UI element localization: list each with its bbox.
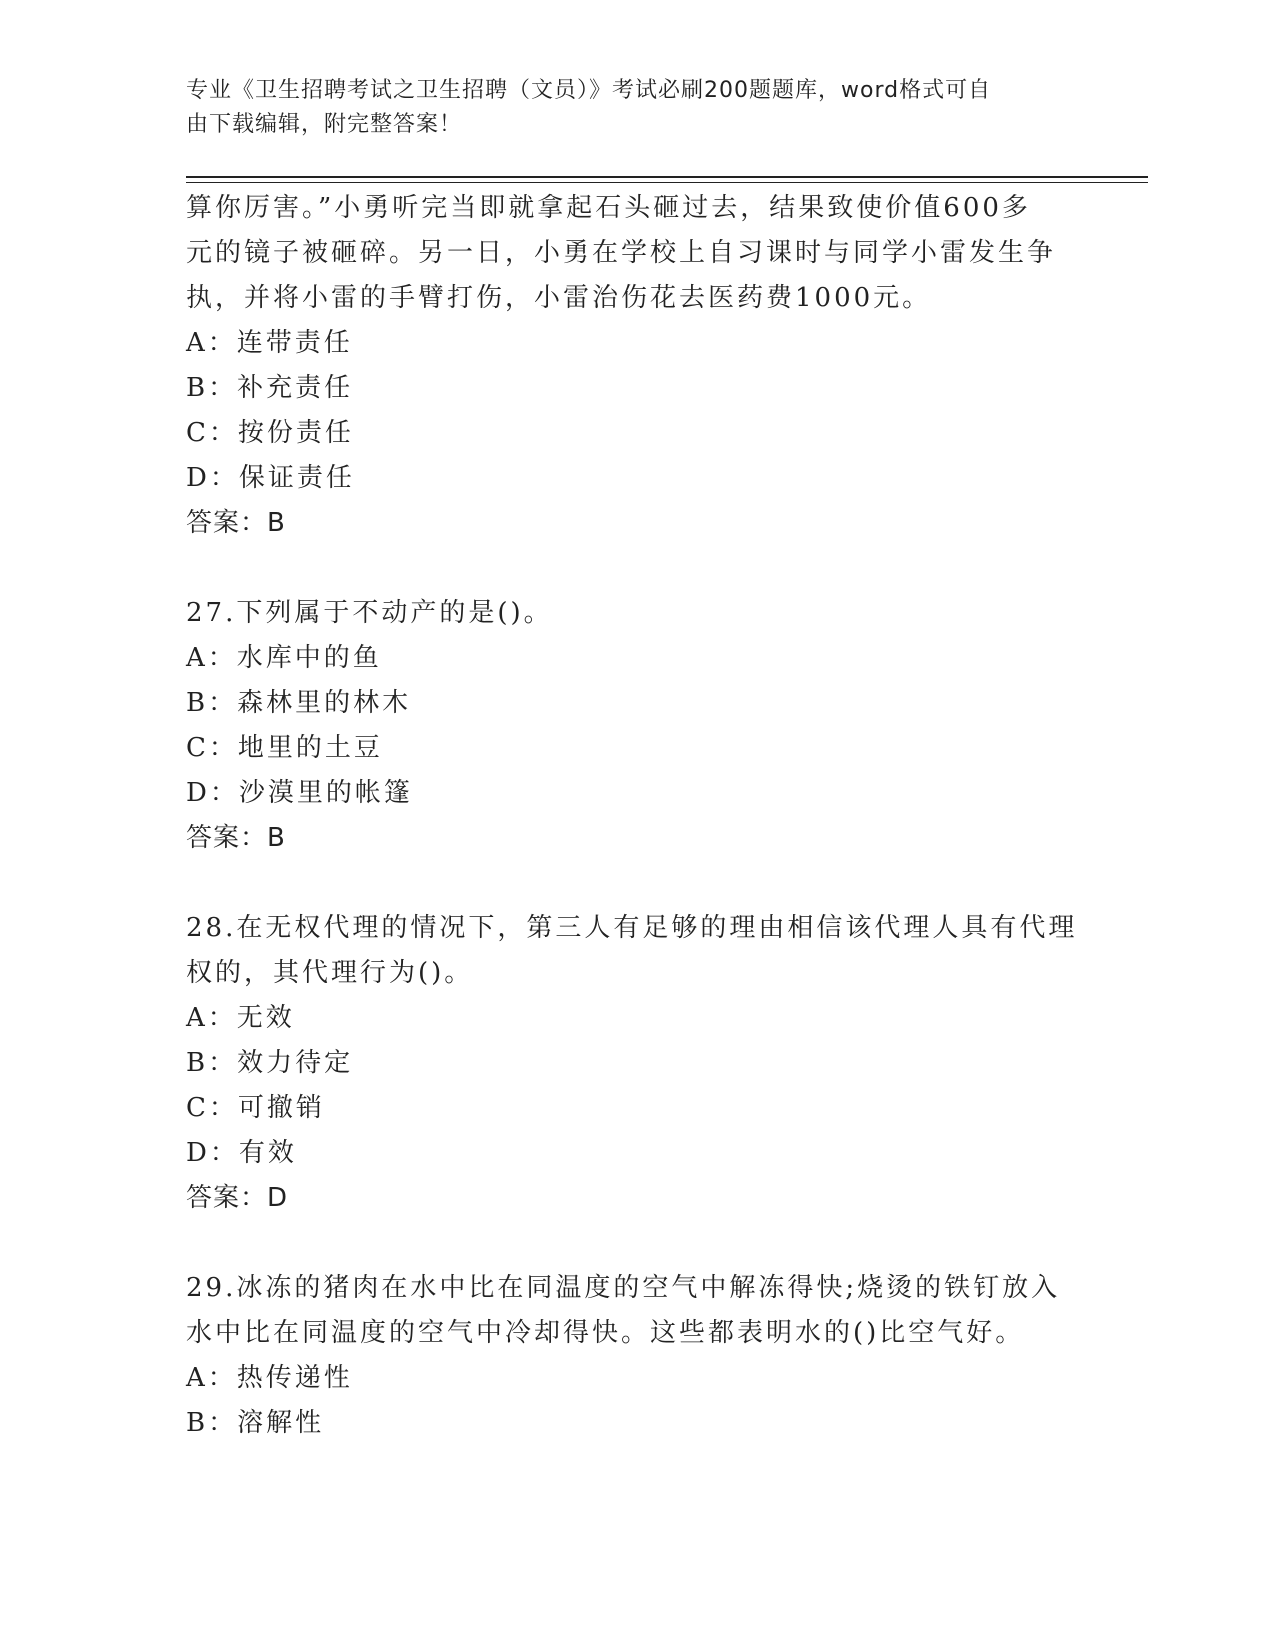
option-b: B：溶解性	[186, 1408, 325, 1438]
option-b: B：效力待定	[186, 1048, 354, 1078]
question-29	[186, 1266, 1086, 1446]
question-continuation	[186, 186, 1086, 546]
question-text-line: 27.下列属于不动产的是()。	[186, 598, 553, 628]
question-text-line: 权的，其代理行为()。	[186, 958, 474, 988]
option-b: B：补充责任	[186, 373, 354, 403]
spacer	[186, 1221, 1086, 1266]
spacer	[186, 546, 1086, 591]
option-d: D：保证责任	[186, 463, 355, 493]
option-d: D：有效	[186, 1138, 297, 1168]
option-d: D：沙漠里的帐篷	[186, 778, 413, 808]
answer-line: 答案：B	[186, 823, 286, 853]
document-body	[186, 186, 1086, 1446]
answer-line: 答案：D	[186, 1183, 289, 1213]
option-c: C：地里的土豆	[186, 733, 383, 763]
option-b: B：森林里的林木	[186, 688, 412, 718]
header-divider-thin	[186, 182, 1148, 183]
question-text-line: 29.冰冻的猪肉在水中比在同温度的空气中解冻得快;烧烫的铁钉放入	[186, 1273, 1061, 1303]
document-header	[186, 74, 1066, 142]
question-27	[186, 591, 1086, 861]
option-a: A：连带责任	[186, 328, 353, 358]
question-text-line: 元的镜子被砸碎。另一日，小勇在学校上自习课时与同学小雷发生争	[186, 238, 1057, 268]
header-divider-thick	[186, 176, 1148, 178]
option-c: C：可撤销	[186, 1093, 325, 1123]
spacer	[186, 861, 1086, 906]
option-a: A：无效	[186, 1003, 295, 1033]
answer-line: 答案：B	[186, 508, 286, 538]
option-a: A：热传递性	[186, 1363, 353, 1393]
question-28	[186, 906, 1086, 1221]
question-text-line: 28.在无权代理的情况下，第三人有足够的理由相信该代理人具有代理	[186, 913, 1078, 943]
option-a: A：水库中的鱼	[186, 643, 382, 673]
question-text-line: 水中比在同温度的空气中冷却得快。这些都表明水的()比空气好。	[186, 1318, 1025, 1348]
header-line-2: 由下载编辑，附完整答案！	[186, 112, 463, 137]
option-c: C：按份责任	[186, 418, 354, 448]
question-text-line: 算你厉害。”小勇听完当即就拿起石头砸过去，结果致使价值600多	[186, 193, 1031, 223]
question-text-line: 执，并将小雷的手臂打伤，小雷治伤花去医药费1000元。	[186, 283, 932, 313]
header-line-1: 专业《卫生招聘考试之卫生招聘（文员）》考试必刷200题题库，word格式可自	[186, 78, 992, 103]
